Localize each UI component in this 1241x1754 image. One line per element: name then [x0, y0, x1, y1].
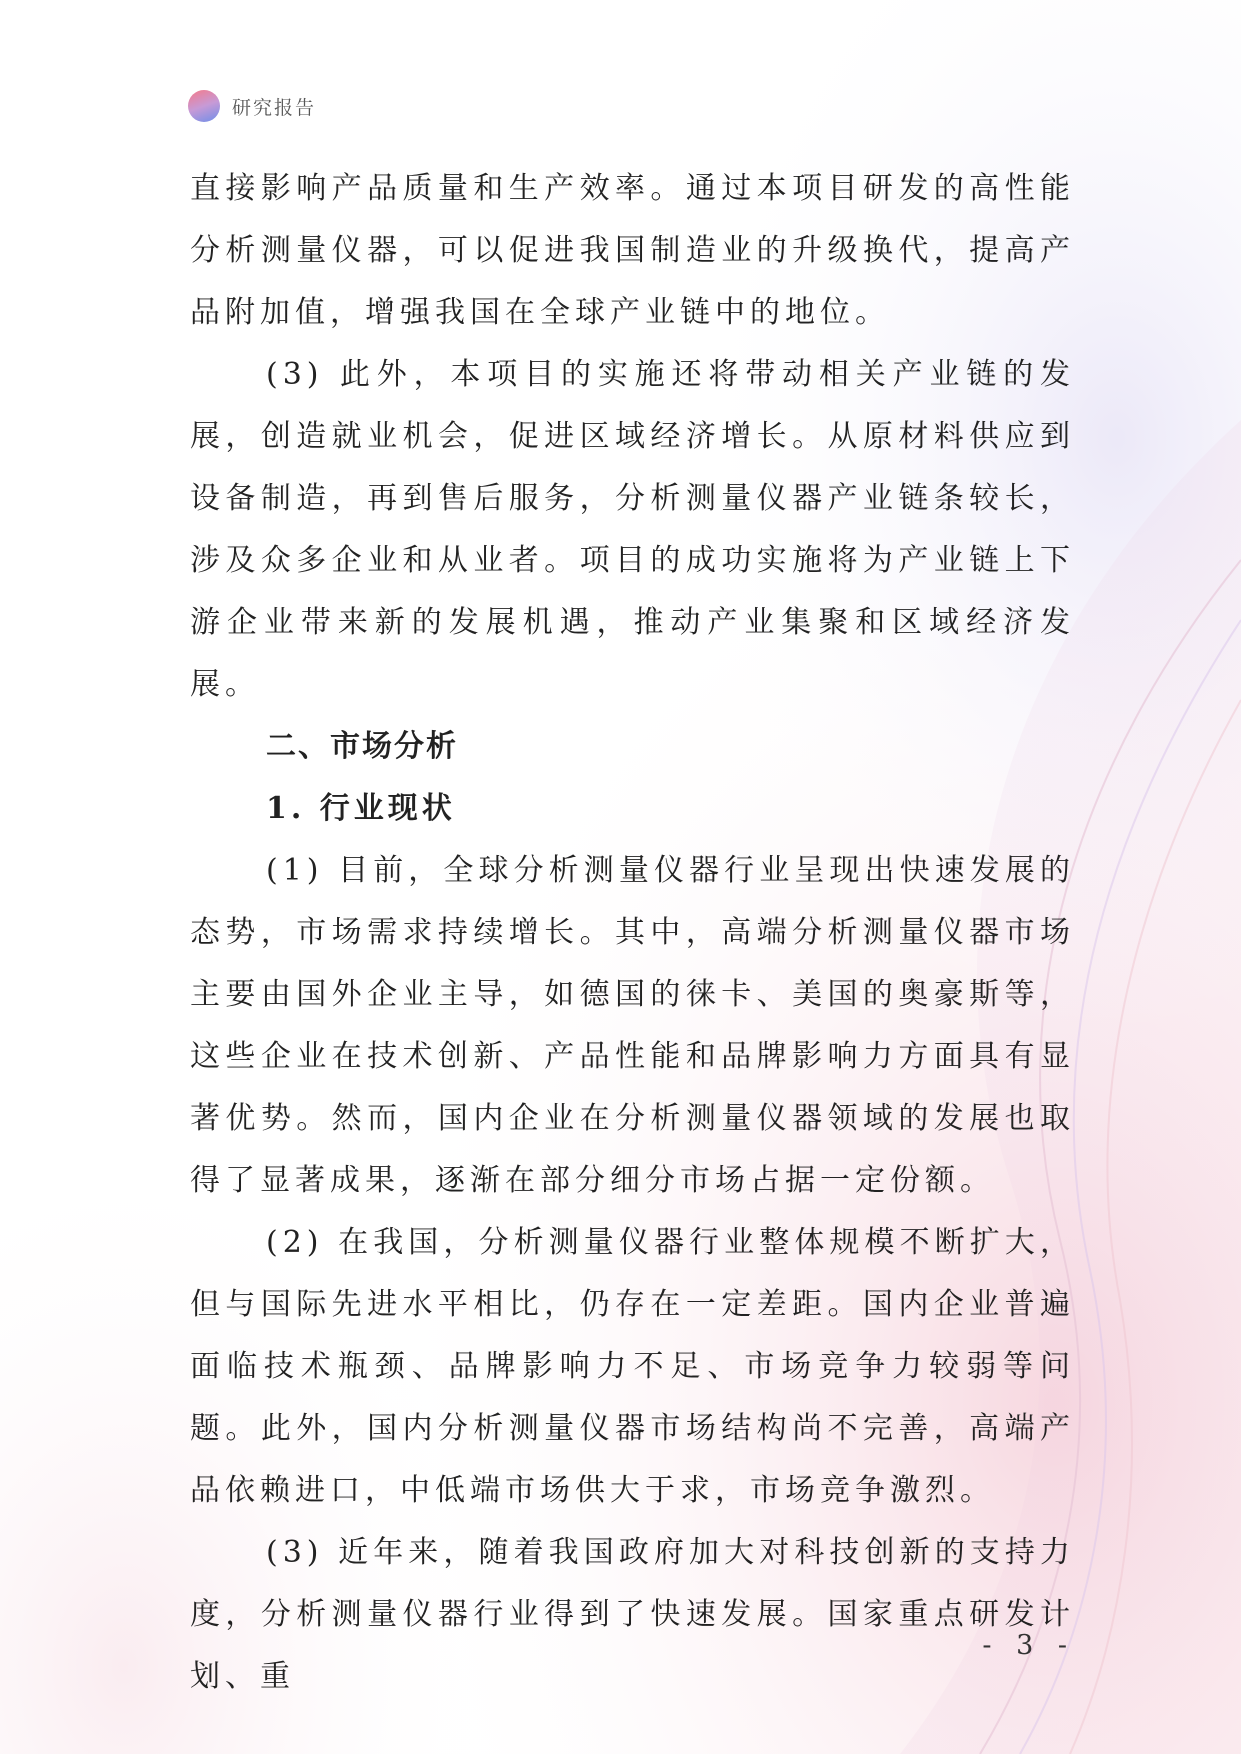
paragraph-item-3: (3) 此外，本项目的实施还将带动相关产业链的发展，创造就业机会，促进区域经济增长。从原材料供应到设备制造，再到售后服务，分析测量仪器产业链条较长，涉及众多企业和从业者。项目的成功实施将为产业链上下游企业带来新的发展机遇，推动产业集聚和区域经济发展。	[190, 357, 1075, 702]
document-body	[190, 158, 1075, 1708]
subsection-heading: 1. 行业现状	[266, 791, 456, 826]
section-heading: 二、市场分析	[266, 729, 458, 764]
page-number: - 3 -	[982, 1630, 1075, 1661]
paragraph-continuation: 直接影响产品质量和生产效率。通过本项目研发的高性能分析测量仪器，可以促进我国制造业的升级换代，提高产品附加值，增强我国在全球产业链中的地位。	[190, 171, 1075, 330]
paragraph-status-1: (1) 目前，全球分析测量仪器行业呈现出快速发展的态势，市场需求持续增长。其中，高端分析测量仪器市场主要由国外企业主导，如德国的徕卡、美国的奥豪斯等，这些企业在技术创新、产品性能和品牌影响力方面具有显著优势。然而，国内企业在分析测量仪器领域的发展也取得了显著成果，逐渐在部分细分市场占据一定份额。	[190, 853, 1075, 1198]
paragraph-status-2: (2) 在我国，分析测量仪器行业整体规模不断扩大，但与国际先进水平相比，仍存在一定差距。国内企业普遍面临技术瓶颈、品牌影响力不足、市场竞争力较弱等问题。此外，国内分析测量仪器市场结构尚不完善，高端产品依赖进口，中低端市场供大于求，市场竞争激烈。	[190, 1225, 1075, 1508]
logo-circle-icon	[188, 90, 220, 122]
header-title: 研究报告	[232, 96, 317, 119]
document-header	[188, 88, 316, 124]
paragraph-status-3: (3) 近年来，随着我国政府加大对科技创新的支持力度，分析测量仪器行业得到了快速发展。国家重点研发计划、重	[190, 1535, 1075, 1694]
